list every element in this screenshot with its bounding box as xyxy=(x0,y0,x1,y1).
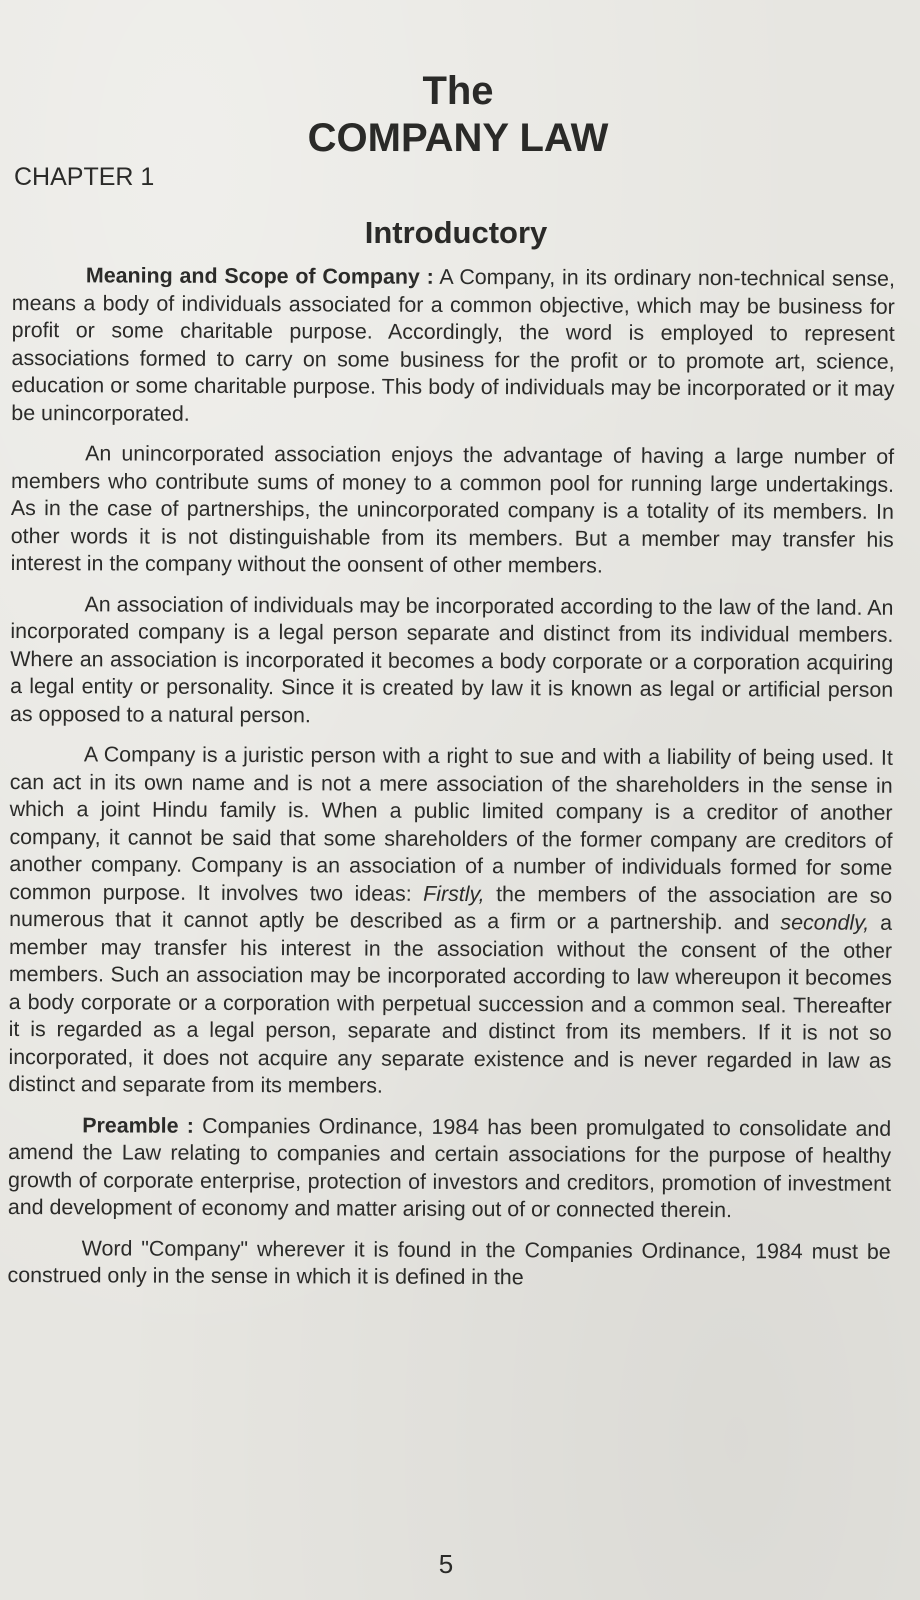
paragraph-text: Companies Ordinance, 1984 has been promulgated to consolidate and amend the Law relating to companies and certain associations for the purpose of healthy growth of corporate enterprise, protection of investors and creditors, promotion of investment and development of economy and matter arising out of or connected therein. xyxy=(7,1113,892,1223)
paragraph-lead: Meaning and Scope of Company : xyxy=(85,263,434,289)
paragraph-incorporated xyxy=(10,590,894,731)
body-text xyxy=(7,262,895,1306)
paragraph-text: a member may transfer his interest in the association without the consent of the other members. Such an association may be incorporated according to law whereupon it becomes a body corporate or a corporation with perpetual succession and a common seal. Thereafter it is regarded as a legal person, separate and distinct from its members. If it is not so incorporated, it does not acquire any separate existence and is never regarded in law as distinct and separate from its members. xyxy=(8,910,893,1098)
paragraph-word-company xyxy=(8,1234,891,1293)
emphasis-secondly: secondly, xyxy=(780,910,870,935)
title-line-1: The xyxy=(422,69,494,113)
paragraph-preamble xyxy=(8,1111,891,1225)
paragraph-text: A Company, in its ordinary non-technical sense, means a body of individuals associated for a common objective, which may be business for profit or some charitable purpose. Accordingly, the word is employed to represent associations formed to carry on some business for the profit or to promote art, science, education or some charitable purpose. This body of individuals may be incorporated or it may be unincorporated. xyxy=(11,264,895,426)
paragraph-text: Word "Company" wherever it is found in the Companies Ordinance, 1984 must be construed only in the sense in which it is defined in the xyxy=(7,1235,891,1290)
title-line-2: COMPANY LAW xyxy=(307,116,609,160)
paragraph-text: An unincorporated association enjoys the advantage of having a large number of members who contribute sums of money to a common pool for running large undertakings. As in the case of partnerships, the unincorporated company is a totality of its members. In other words it is not distinguishable from its members. But a member may transfer his interest in the company without the oonsent of other members. xyxy=(10,441,895,578)
section-heading: Introductory xyxy=(364,215,548,250)
page-number: 5 xyxy=(438,1549,454,1579)
paragraph-unincorporated xyxy=(11,440,895,581)
paragraph-text: A Company is a juristic person with a right to sue and with a liability of being used. It can act in its own name and is not a mere association of the shareholders in the sense in which a joint Hindu family is. When a public limited company is a creditor of another company, it cannot be said that some shareholders of the former company are creditors of another company. Company is an association of a number of individuals formed for some common purpose. It involves two ideas: xyxy=(9,742,893,906)
paragraph-lead: Preamble : xyxy=(82,1112,194,1138)
paragraph-meaning-and-scope xyxy=(11,262,895,431)
emphasis-firstly: Firstly, xyxy=(423,881,485,906)
paragraph-text: the members of the association are so numerous that it cannot aptly be described as a firm or a partnershiþ. and xyxy=(9,881,893,935)
chapter-label: CHAPTER 1 xyxy=(14,163,155,191)
paragraph-juristic-person xyxy=(8,741,893,1102)
paragraph-text: An association of individuals may be incorporated according to the law of the land. An incorporated company is a legal person separate and distinct from its individual members. Where an association is incorporated it becomes a body corporate or a corporation acquiring a legal entity or personality. Since it is created by law it is known as legal or artificial person as opposed to a natural person. xyxy=(9,591,894,727)
